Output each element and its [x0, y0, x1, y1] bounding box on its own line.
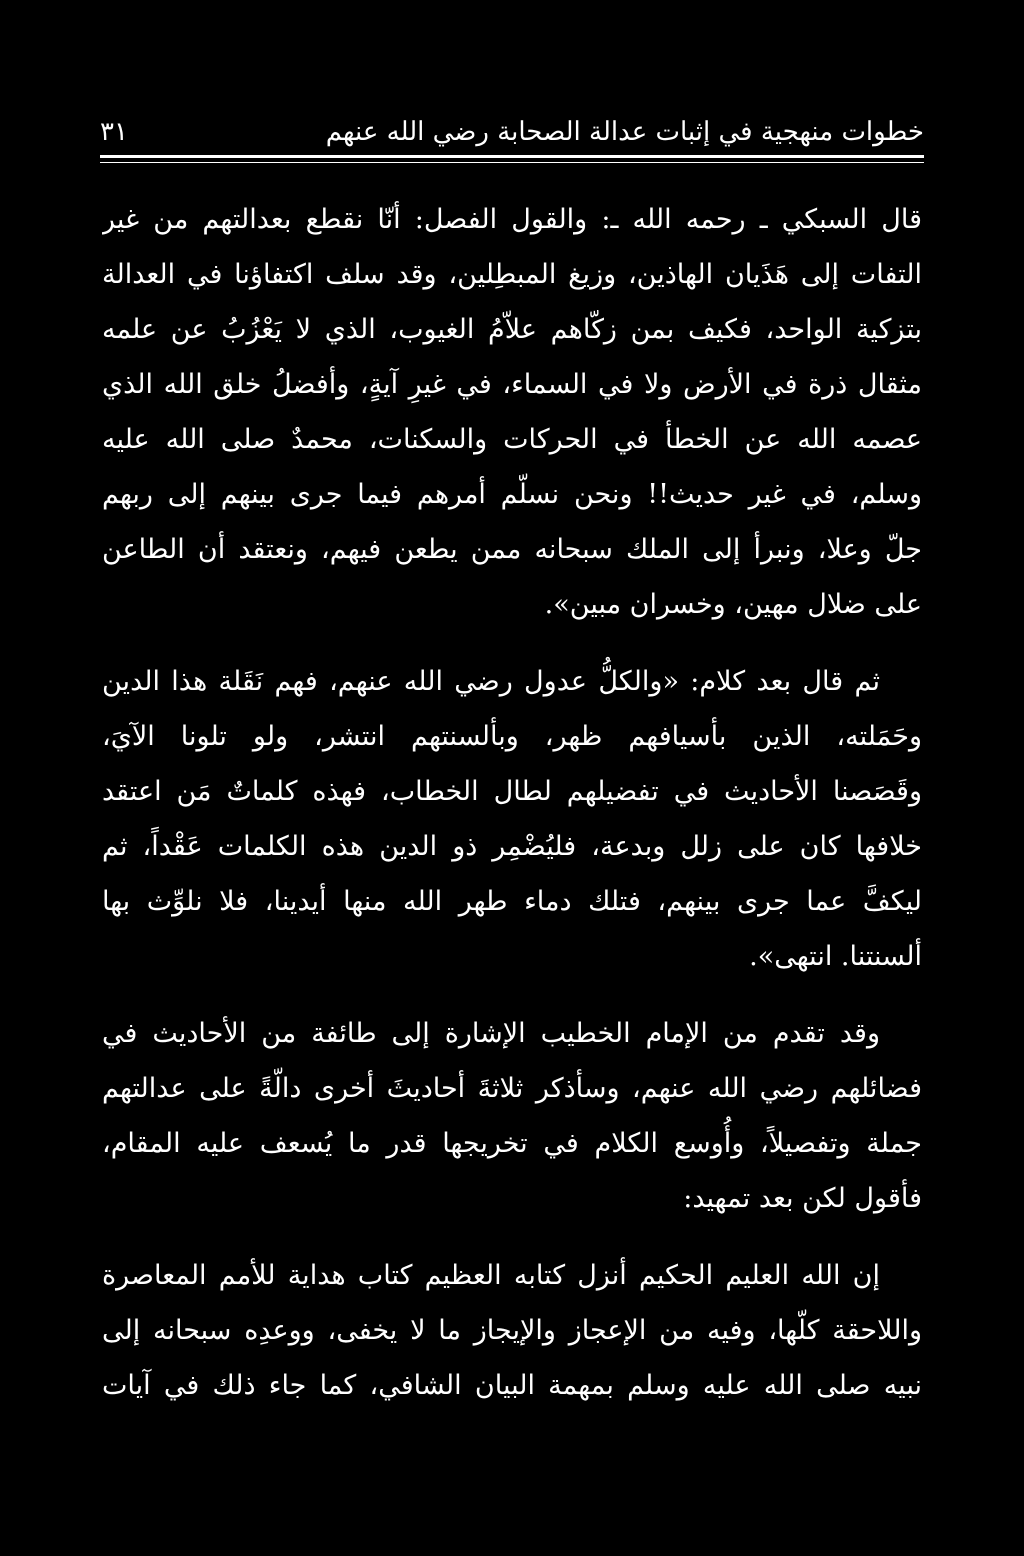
text-line: وحَمَلته، الذين بأسيافهم ظهر، وبألسنتهم انتشر، ولو تلونا الآيَ،	[102, 721, 922, 752]
text-line: على ضلال مهين، وخسران مبين».	[544, 589, 922, 620]
text-line: واللاحقة كلّها، وفيه من الإعجاز والإيجاز ما لا يخفى، ووعدِه سبحانه إلى	[102, 1315, 922, 1346]
text-line: خلافها كان على زلل وبدعة، فليُضْمِر ذو الدين هذه الكلمات عَقْداً، ثم	[102, 831, 922, 862]
text-line: مثقال ذرة في الأرض ولا في السماء، في غيرِ آيةٍ، وأفضلُ خلق الله الذي	[102, 369, 922, 400]
text-line: التفات إلى هَذَيان الهاذين، وزيغ المبطِلين، وقد سلف اكتفاؤنا في العدالة	[102, 259, 922, 290]
header-rule-thin	[100, 162, 924, 163]
text-line: وقَصَصنا الأحاديث في تفضيلهم لطال الخطاب، فهذه كلماتٌ مَن اعتقد	[102, 776, 922, 807]
paragraph-quran	[102, 1248, 922, 1413]
text-line: ألسنتنا. انتهى».	[749, 941, 922, 972]
paragraph-sobki-quote	[102, 192, 922, 632]
text-line: فأقول لكن بعد تمهيد:	[683, 1183, 922, 1214]
text-line: جملة وتفصيلاً، وأُوسع الكلام في تخريجها قدر ما يُسعف عليه المقام،	[102, 1128, 922, 1159]
running-title: خطوات منهجية في إثبات عدالة الصحابة رضي الله عنهم	[325, 117, 924, 147]
text-line: ليكفَّ عما جرى بينهم، فتلك دماء طهر الله منها أيدينا، فلا نلوِّث بها	[102, 886, 922, 917]
text-line: وقد تقدم من الإمام الخطيب الإشارة إلى طائفة من الأحاديث في	[102, 1018, 880, 1049]
page-number: ٣١	[100, 117, 128, 147]
header-rule-thick	[100, 155, 924, 158]
text-line: ثم قال بعد كلام: «والكلُّ عدول رضي الله عنهم، فهم نَقَلة هذا الدين	[102, 666, 880, 697]
paragraph-khatib	[102, 1006, 922, 1226]
text-line: قال السبكي ـ رحمه الله ـ: والقول الفصل: أنّا نقطع بعدالتهم من غير	[102, 204, 922, 235]
text-line: بتزكية الواحد، فكيف بمن زكّاهم علاّمُ الغيوب، الذي لا يَعْزُبُ عن علمه	[102, 314, 922, 345]
text-line: فضائلهم رضي الله عنهم، وسأذكر ثلاثةَ أحاديثَ أخرى دالّةً على عدالتهم	[102, 1073, 922, 1104]
paragraph-continuation	[102, 654, 922, 984]
text-line: عصمه الله عن الخطأ في الحركات والسكنات، محمدٌ صلى الله عليه	[102, 424, 922, 455]
page-header	[100, 112, 924, 152]
body-text	[102, 192, 922, 1413]
text-line: نبيه صلى الله عليه وسلم بمهمة البيان الشافي، كما جاء ذلك في آيات	[102, 1370, 922, 1401]
text-line: إن الله العليم الحكيم أنزل كتابه العظيم كتاب هداية للأمم المعاصرة	[102, 1260, 880, 1291]
text-line: وسلم، في غير حديث!! ونحن نسلّم أمرهم فيما جرى بينهم إلى ربهم	[102, 479, 922, 510]
text-line: جلّ وعلا، ونبرأ إلى الملك سبحانه ممن يطعن فيهم، ونعتقد أن الطاعن	[102, 534, 922, 565]
